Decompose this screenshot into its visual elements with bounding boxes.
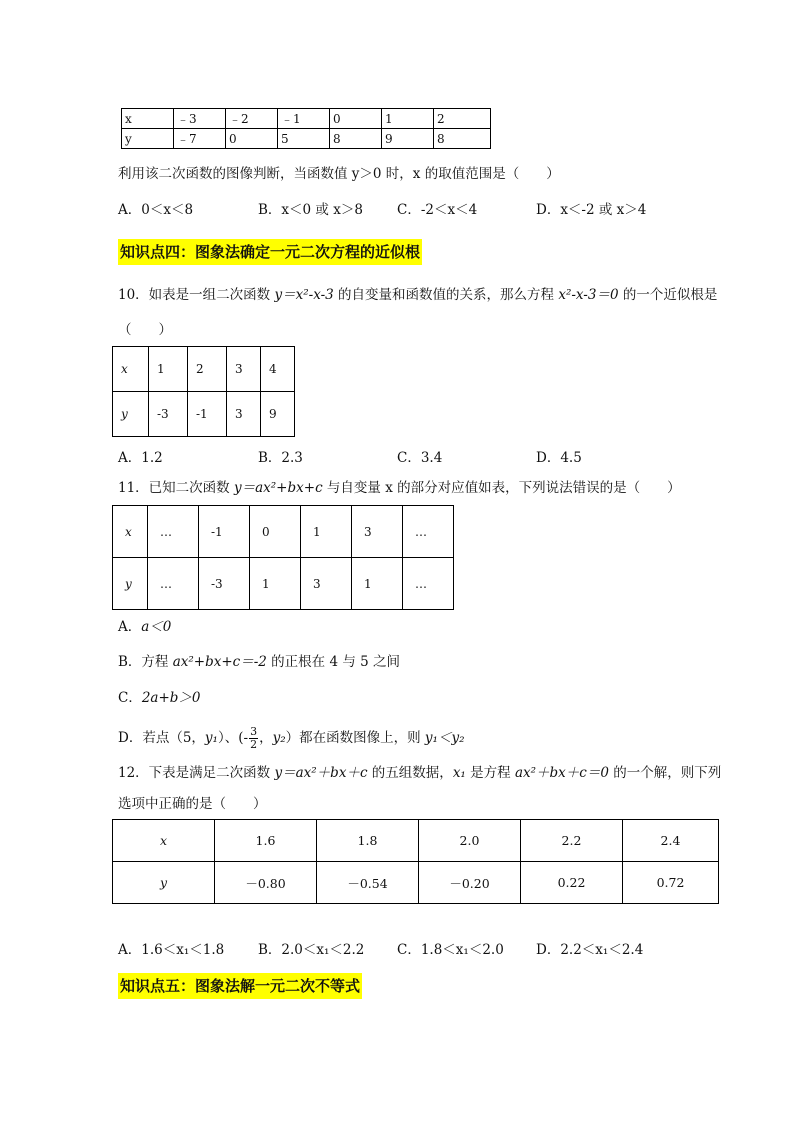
q10-option-a: A．1.2 <box>118 450 163 466</box>
table-cell: 1 <box>382 109 434 129</box>
q11-function: y＝ax²+bx+c <box>233 480 323 496</box>
stem-text: 的五组数据， <box>367 765 453 781</box>
table-cell: ﹣7 <box>174 129 226 149</box>
table-row <box>113 347 295 392</box>
table-cell: 3 <box>227 392 261 437</box>
q11-option-c-expr: 2a+b＞0 <box>141 690 201 706</box>
q9-option-a: A．0＜x＜8 <box>118 202 194 218</box>
table-cell: x <box>113 506 148 558</box>
table-cell: … <box>148 558 199 610</box>
table-cell: … <box>148 506 199 558</box>
table-cell: 9 <box>261 392 295 437</box>
q11-value-table <box>112 505 454 610</box>
q12-option-c: C．1.8＜x₁＜2.0 <box>397 942 504 958</box>
q12-option-b: B．2.0＜x₁＜2.2 <box>258 942 365 958</box>
option-label: B．方程 <box>118 654 173 670</box>
q12-option-d: D．2.2＜x₁＜2.4 <box>536 942 644 958</box>
q11-option-b-tail: 的正根在 4 与 5 之间 <box>266 654 401 670</box>
stem-text: 是方程 <box>465 765 515 781</box>
q10-equation: x²-x-3＝0 <box>558 287 619 303</box>
table-row <box>113 820 719 862</box>
q12-stem-cont: 选项中正确的是（ ） <box>118 796 267 812</box>
q9-option-c: C．-2＜x＜4 <box>397 202 478 218</box>
table-cell: ﹣2 <box>226 109 278 129</box>
table-cell: y <box>113 392 149 437</box>
table-cell: … <box>403 506 454 558</box>
q11-option-a <box>118 617 171 637</box>
table-cell: 1.6 <box>215 820 317 862</box>
stem-text: x₁ <box>452 765 466 781</box>
table-cell: 1.8 <box>317 820 419 862</box>
q11-stem-a: 11．已知二次函数 <box>118 480 234 496</box>
table-cell: －0.20 <box>419 862 521 904</box>
q9-stem: 利用该二次函数的图像判断，当函数值 y＞0 时，x 的取值范围是（ ） <box>118 166 560 182</box>
option-text: ， <box>259 730 273 746</box>
table-cell: -1 <box>199 506 250 558</box>
table-cell: 2.4 <box>623 820 719 862</box>
q10-function: y＝x²-x-3 <box>274 287 334 303</box>
option-label: A． <box>118 619 142 635</box>
table-cell: 9 <box>382 129 434 149</box>
table-cell: ﹣1 <box>278 109 330 129</box>
table-cell: 1 <box>352 558 403 610</box>
table-cell: 0.72 <box>623 862 719 904</box>
table-row <box>113 558 454 610</box>
table-cell: 2 <box>188 347 227 392</box>
q11-option-a-expr: a＜0 <box>141 619 172 635</box>
table-cell: 1 <box>250 558 301 610</box>
table-row <box>122 129 491 149</box>
q12-equation: ax²＋bx＋c＝0 <box>514 765 609 781</box>
q12-value-table <box>112 819 719 904</box>
q9-option-b: B．x＜0 或 x＞8 <box>258 202 363 218</box>
table-cell: 8 <box>434 129 491 149</box>
table-cell: 0 <box>330 109 382 129</box>
q10-value-table <box>112 346 295 437</box>
table-cell: 0 <box>226 129 278 149</box>
q10-stem <box>118 285 717 305</box>
table-cell: y <box>122 129 174 149</box>
q11-stem <box>118 478 681 498</box>
q12-stem <box>118 763 721 783</box>
table-cell: x <box>113 347 149 392</box>
table-cell: -3 <box>149 392 188 437</box>
table-cell: －0.80 <box>215 862 317 904</box>
q12-option-a: A．1.6＜x₁＜1.8 <box>118 942 225 958</box>
table-cell: x <box>122 109 174 129</box>
table-cell: ﹣3 <box>174 109 226 129</box>
q9-value-table <box>121 108 491 149</box>
q11-stem-b: 与自变量 x 的部分对应值如表，下列说法错误的是（ ） <box>322 480 681 496</box>
table-cell: y <box>113 558 148 610</box>
table-row <box>113 862 719 904</box>
q10-option-d: D．4.5 <box>536 450 582 466</box>
table-row <box>113 506 454 558</box>
option-label: C． <box>118 690 142 706</box>
table-cell: 8 <box>330 129 382 149</box>
stem-text: 的一个解，则下列 <box>608 765 722 781</box>
fraction-denominator: 2 <box>250 738 258 751</box>
table-cell: 4 <box>261 347 295 392</box>
fraction-numerator: 3 <box>250 725 258 738</box>
table-cell: 3 <box>301 558 352 610</box>
table-cell: 3 <box>352 506 403 558</box>
stem-text: 12．下表是满足二次函数 <box>118 765 275 781</box>
table-cell: -1 <box>188 392 227 437</box>
section-heading-4: 知识点四：图象法确定一元二次方程的近似根 <box>118 239 422 265</box>
q11-option-b-expr: ax²+bx+c＝-2 <box>172 654 267 670</box>
fraction <box>249 726 258 751</box>
q10-stem-c: 的一个近似根是 <box>618 287 718 303</box>
option-text: y₁ <box>204 730 218 746</box>
table-cell: y <box>113 862 215 904</box>
q10-option-b: B．2.3 <box>258 450 303 466</box>
option-text: D．若点（5， <box>118 730 205 746</box>
q9-option-d: D．x＜-2 或 x＞4 <box>536 202 647 218</box>
table-cell: … <box>403 558 454 610</box>
table-cell: 1 <box>149 347 188 392</box>
q11-option-d <box>118 723 464 753</box>
table-cell: 2 <box>434 109 491 129</box>
table-cell: -3 <box>199 558 250 610</box>
table-cell: 2.2 <box>521 820 623 862</box>
table-cell: 5 <box>278 129 330 149</box>
option-text: y₁＜y₂ <box>424 730 465 746</box>
table-cell: 0 <box>250 506 301 558</box>
table-cell: 1 <box>301 506 352 558</box>
table-cell: －0.54 <box>317 862 419 904</box>
option-text: ）、(- <box>217 730 249 746</box>
q10-stem-b: 的自变量和函数值的关系，那么方程 <box>333 287 559 303</box>
q12-function: y＝ax²＋bx＋c <box>274 765 368 781</box>
table-cell: 0.22 <box>521 862 623 904</box>
option-text: y₂ <box>272 730 286 746</box>
section-heading-5: 知识点五：图象法解一元二次不等式 <box>118 973 362 999</box>
q10-answer-paren: （ ） <box>118 322 172 338</box>
table-row <box>122 109 491 129</box>
table-cell: x <box>113 820 215 862</box>
q10-option-c: C．3.4 <box>397 450 443 466</box>
table-row <box>113 392 295 437</box>
table-cell: 3 <box>227 347 261 392</box>
table-cell: 2.0 <box>419 820 521 862</box>
option-text: ）都在函数图像上，则 <box>285 730 425 746</box>
q11-option-b <box>118 652 400 672</box>
q11-option-c <box>118 688 201 708</box>
q10-stem-a: 10．如表是一组二次函数 <box>118 287 275 303</box>
